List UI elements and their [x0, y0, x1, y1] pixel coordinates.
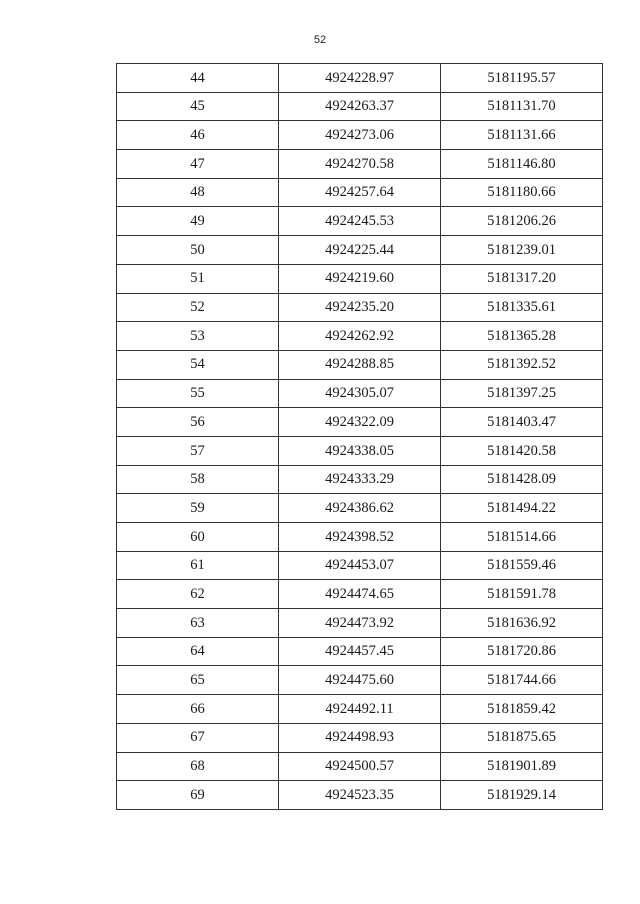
x-coordinate-cell: 4924288.85 [279, 350, 441, 379]
x-coordinate-cell: 4924475.60 [279, 666, 441, 695]
x-coordinate-cell: 4924492.11 [279, 695, 441, 724]
y-coordinate-cell: 5181131.66 [441, 121, 603, 150]
point-number-cell: 58 [117, 465, 279, 494]
point-number-cell: 55 [117, 379, 279, 408]
x-coordinate-cell: 4924398.52 [279, 523, 441, 552]
y-coordinate-cell: 5181239.01 [441, 236, 603, 265]
table-row [117, 236, 603, 265]
table-row [117, 293, 603, 322]
y-coordinate-cell: 5181591.78 [441, 580, 603, 609]
point-number-cell: 54 [117, 350, 279, 379]
point-number-cell: 57 [117, 436, 279, 465]
table-row [117, 523, 603, 552]
x-coordinate-cell: 4924245.53 [279, 207, 441, 236]
page-number: 52 [313, 34, 327, 46]
x-coordinate-cell: 4924263.37 [279, 92, 441, 121]
point-number-cell: 59 [117, 494, 279, 523]
y-coordinate-cell: 5181335.61 [441, 293, 603, 322]
table-row [117, 465, 603, 494]
point-number-cell: 47 [117, 150, 279, 179]
table-row [117, 322, 603, 351]
point-number-cell: 50 [117, 236, 279, 265]
table-row [117, 494, 603, 523]
point-number-cell: 49 [117, 207, 279, 236]
y-coordinate-cell: 5181206.26 [441, 207, 603, 236]
y-coordinate-cell: 5181901.89 [441, 752, 603, 781]
point-number-cell: 65 [117, 666, 279, 695]
x-coordinate-cell: 4924257.64 [279, 178, 441, 207]
x-coordinate-cell: 4924453.07 [279, 551, 441, 580]
point-number-cell: 69 [117, 781, 279, 810]
x-coordinate-cell: 4924473.92 [279, 609, 441, 638]
point-number-cell: 48 [117, 178, 279, 207]
x-coordinate-cell: 4924498.93 [279, 723, 441, 752]
x-coordinate-cell: 4924474.65 [279, 580, 441, 609]
y-coordinate-cell: 5181428.09 [441, 465, 603, 494]
y-coordinate-cell: 5181720.86 [441, 637, 603, 666]
table-row [117, 551, 603, 580]
y-coordinate-cell: 5181514.66 [441, 523, 603, 552]
y-coordinate-cell: 5181146.80 [441, 150, 603, 179]
point-number-cell: 68 [117, 752, 279, 781]
table-row [117, 350, 603, 379]
y-coordinate-cell: 5181180.66 [441, 178, 603, 207]
table-row [117, 637, 603, 666]
y-coordinate-cell: 5181195.57 [441, 64, 603, 93]
point-number-cell: 56 [117, 408, 279, 437]
x-coordinate-cell: 4924270.58 [279, 150, 441, 179]
y-coordinate-cell: 5181636.92 [441, 609, 603, 638]
table-row [117, 580, 603, 609]
table-row [117, 666, 603, 695]
y-coordinate-cell: 5181392.52 [441, 350, 603, 379]
table-row [117, 379, 603, 408]
y-coordinate-cell: 5181929.14 [441, 781, 603, 810]
coordinates-table-body [117, 64, 603, 810]
table-row [117, 436, 603, 465]
table-row [117, 92, 603, 121]
point-number-cell: 45 [117, 92, 279, 121]
point-number-cell: 60 [117, 523, 279, 552]
table-row [117, 609, 603, 638]
point-number-cell: 67 [117, 723, 279, 752]
x-coordinate-cell: 4924523.35 [279, 781, 441, 810]
point-number-cell: 52 [117, 293, 279, 322]
y-coordinate-cell: 5181317.20 [441, 264, 603, 293]
y-coordinate-cell: 5181559.46 [441, 551, 603, 580]
y-coordinate-cell: 5181744.66 [441, 666, 603, 695]
point-number-cell: 66 [117, 695, 279, 724]
y-coordinate-cell: 5181875.65 [441, 723, 603, 752]
table-row [117, 752, 603, 781]
x-coordinate-cell: 4924262.92 [279, 322, 441, 351]
coordinates-table [116, 63, 603, 810]
x-coordinate-cell: 4924228.97 [279, 64, 441, 93]
table-row [117, 207, 603, 236]
table-row [117, 781, 603, 810]
x-coordinate-cell: 4924305.07 [279, 379, 441, 408]
table-row [117, 150, 603, 179]
x-coordinate-cell: 4924500.57 [279, 752, 441, 781]
x-coordinate-cell: 4924338.05 [279, 436, 441, 465]
table-row [117, 408, 603, 437]
table-row [117, 695, 603, 724]
point-number-cell: 62 [117, 580, 279, 609]
point-number-cell: 44 [117, 64, 279, 93]
table-row [117, 121, 603, 150]
x-coordinate-cell: 4924235.20 [279, 293, 441, 322]
x-coordinate-cell: 4924457.45 [279, 637, 441, 666]
table-row [117, 64, 603, 93]
x-coordinate-cell: 4924322.09 [279, 408, 441, 437]
table-row [117, 723, 603, 752]
point-number-cell: 53 [117, 322, 279, 351]
point-number-cell: 64 [117, 637, 279, 666]
point-number-cell: 46 [117, 121, 279, 150]
y-coordinate-cell: 5181494.22 [441, 494, 603, 523]
x-coordinate-cell: 4924333.29 [279, 465, 441, 494]
y-coordinate-cell: 5181131.70 [441, 92, 603, 121]
y-coordinate-cell: 5181397.25 [441, 379, 603, 408]
x-coordinate-cell: 4924273.06 [279, 121, 441, 150]
x-coordinate-cell: 4924225.44 [279, 236, 441, 265]
point-number-cell: 51 [117, 264, 279, 293]
table-row [117, 264, 603, 293]
y-coordinate-cell: 5181859.42 [441, 695, 603, 724]
point-number-cell: 63 [117, 609, 279, 638]
point-number-cell: 61 [117, 551, 279, 580]
table-row [117, 178, 603, 207]
y-coordinate-cell: 5181420.58 [441, 436, 603, 465]
x-coordinate-cell: 4924386.62 [279, 494, 441, 523]
y-coordinate-cell: 5181403.47 [441, 408, 603, 437]
y-coordinate-cell: 5181365.28 [441, 322, 603, 351]
x-coordinate-cell: 4924219.60 [279, 264, 441, 293]
